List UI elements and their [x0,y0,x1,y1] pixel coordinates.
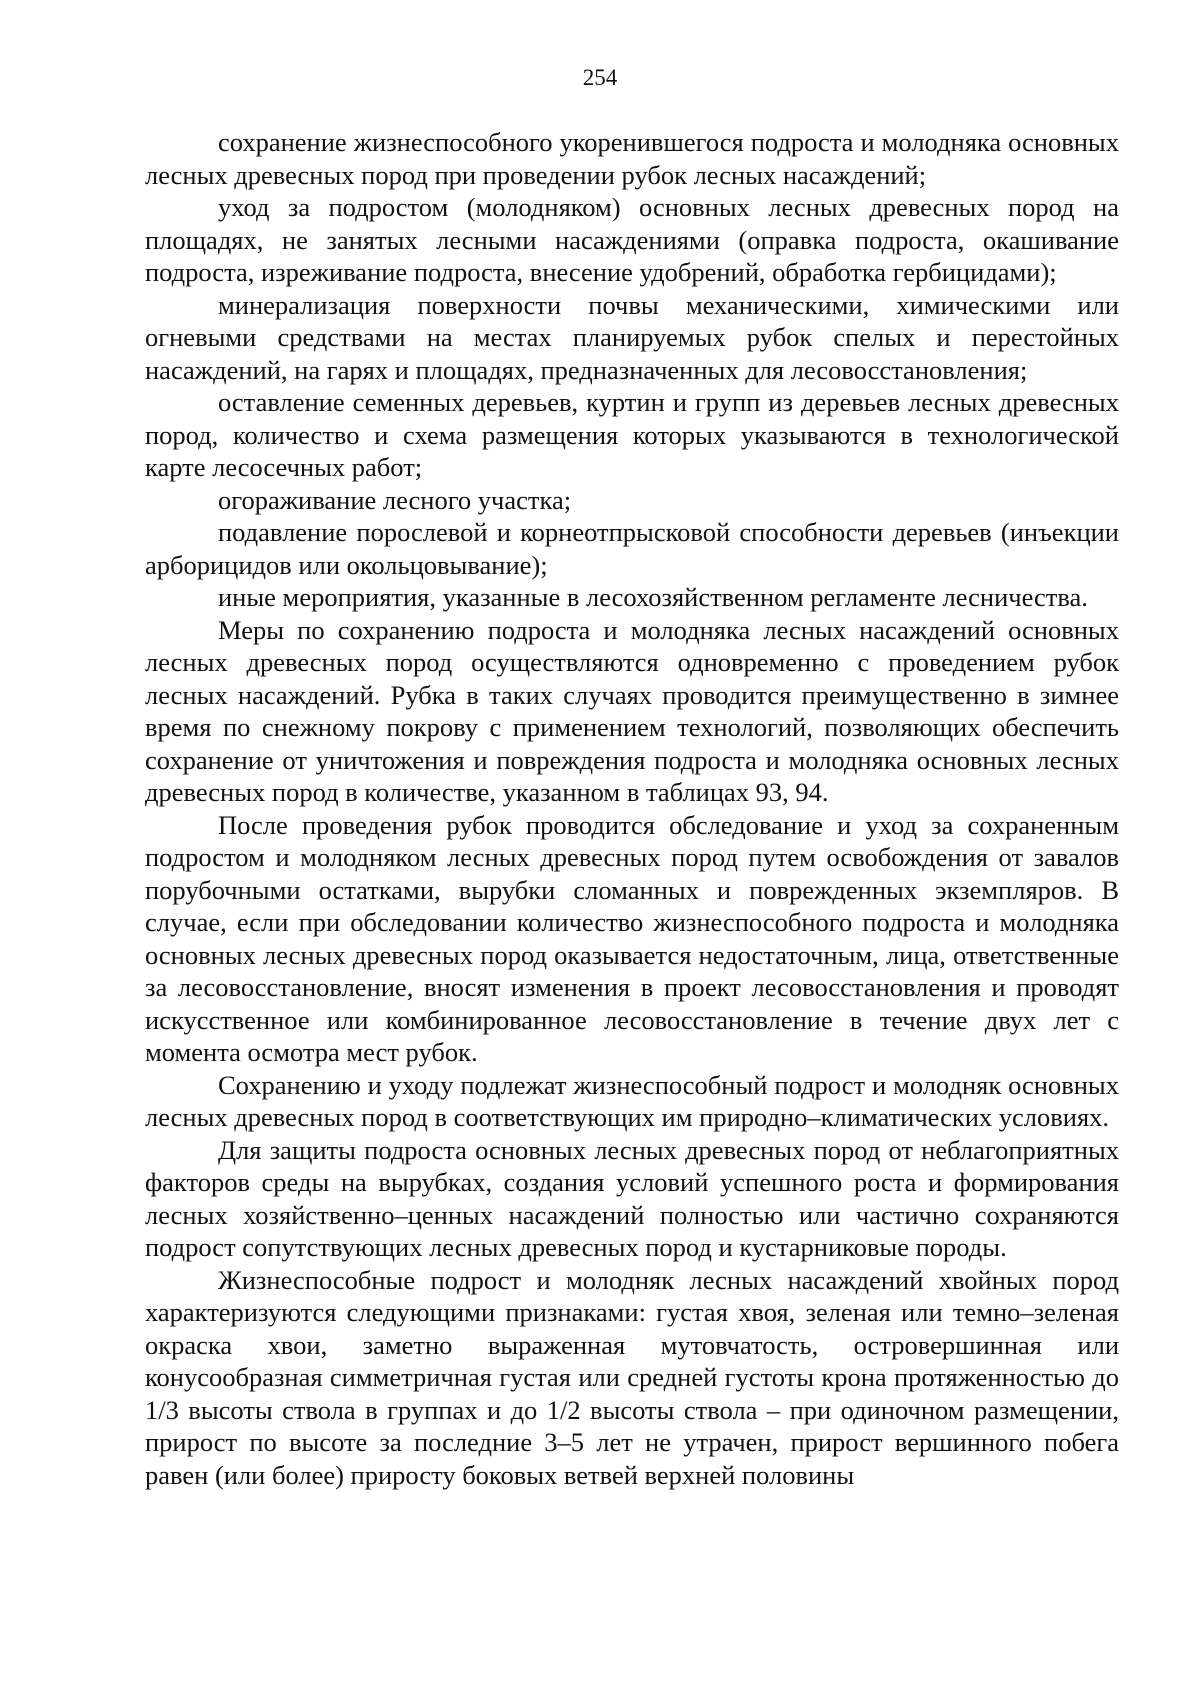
paragraph-1: сохранение жизнеспособного укоренившегося подроста и молодняка основных лесных древесных пород при проведении рубок лесных насаждений; [145,127,1119,190]
paragraph-4: оставление семенных деревьев, куртин и групп из деревьев лесных древесных пород, количество и схема размещения которых указываются в технологической карте лесосечных работ; [145,387,1119,482]
paragraph-3: минерализация поверхности почвы механическими, химическими или огневыми средствами на местах планируемых рубок спелых и перестойных насаждений, на гарях и площадях, предназначенных для лесовосстановления; [145,289,1119,385]
paragraph-12: Жизнеспособные подрост и молодняк лесных насаждений хвойных пород характеризуются следующими признаками: густая хвоя, зеленая или темно–зеленая окраска хвои, заметно выраженная мутовчатость, островершинная или конусообразная симметричная густая или средней густоты крона протяженностью до 1/3 высоты ствола в группах и до 1/2 высоты ствола – при одиночном размещении, прирост по высоте за последние 3–5 лет не утрачен, прирост вершинного побега равен (или более) приросту боковых ветвей верхней половины [145,1264,1119,1490]
page-number: 254 [582,65,618,90]
paragraph-11: Для защиты подроста основных лесных древесных пород от неблагоприятных факторов среды на вырубках, создания условий успешного роста и формирования лесных хозяйственно–ценных насаждений полностью или частично сохраняются подрост сопутствующих лесных древесных пород и кустарниковые породы. [145,1134,1119,1262]
paragraph-8: Меры по сохранению подроста и молодняка лесных насаждений основных лесных древесных пород осуществляются одновременно с проведением рубок лесных насаждений. Рубка в таких случаях проводится преимущественно в зимнее время по снежному покрову с применением технологий, позволяющих обеспечить сохранение от уничтожения и повреждения подроста и молодняка основных лесных древесных пород в количестве, указанном в таблицах 93, 94. [145,614,1119,807]
paragraph-9: После проведения рубок проводится обследование и уход за сохраненным подростом и молодняком лесных древесных пород путем освобождения от завалов порубочными остатками, вырубки сломанных и поврежденных экземпляров. В случае, если при обследовании количество жизнеспособного подроста и молодняка основных лесных древесных пород оказывается недостаточным, лица, ответственные за лесовосстановление, вносят изменения в проект лесовосстановления и проводят искусственное или комбинированное лесовосстановление в течение двух лет с момента осмотра мест рубок. [145,809,1119,1067]
paragraph-10: Сохранению и уходу подлежат жизнеспособный подрост и молодняк основных лесных древесных пород в соответствующих им природно–климатических условиях. [145,1069,1119,1132]
paragraph-2: уход за подростом (молодняком) основных лесных древесных пород на площадях, не занятых лесными насаждениями (оправка подроста, окашивание подроста, изреживание подроста, внесение удобрений, обработка гербицидами); [145,192,1119,287]
paragraph-5: огораживание лесного участка; [218,484,572,515]
document-body [145,126,1119,1491]
paragraph-6: подавление порослевой и корнеотпрысковой способности деревьев (инъекции арборицидов или окольцовывание); [145,517,1119,580]
paragraph-7: иные мероприятия, указанные в лесохозяйственном регламенте лесничества. [218,582,1088,612]
